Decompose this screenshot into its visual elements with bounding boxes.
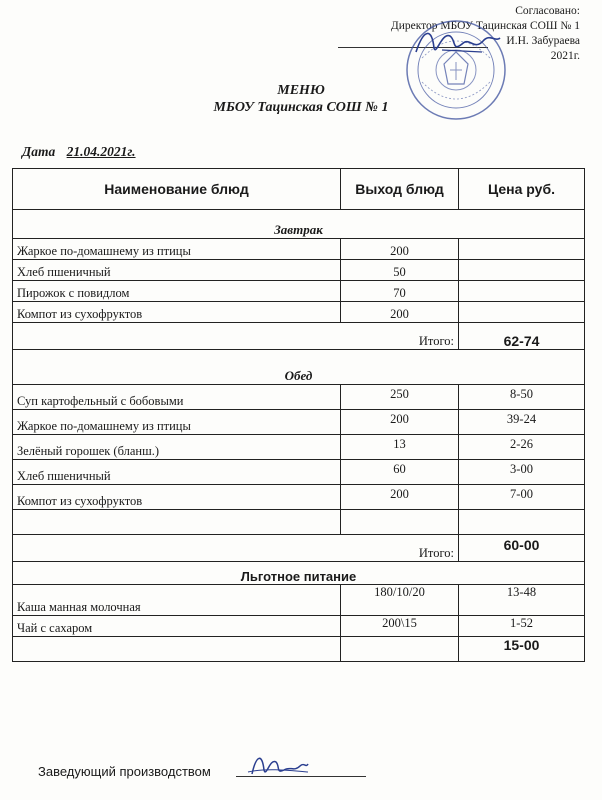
- dish-price: [459, 281, 585, 302]
- dish-name: Компот из сухофруктов: [13, 485, 341, 510]
- dish-price: 3-00: [459, 460, 585, 485]
- school-name: МБОУ Тацинская СОШ № 1: [213, 100, 389, 115]
- breakfast-total-value: 62-74: [459, 323, 585, 350]
- lunch-section-row: [13, 350, 585, 385]
- date-label: Дата: [22, 144, 56, 159]
- dish-name: Жаркое по-домашнему из птицы: [13, 410, 341, 435]
- preferential-title: Льготное питание: [13, 562, 585, 585]
- dish-output: 200: [341, 239, 459, 260]
- table-row: [13, 585, 585, 616]
- lunch-title: Обед: [13, 350, 585, 385]
- title-block: [0, 82, 602, 116]
- breakfast-total-label: Итого:: [13, 323, 459, 350]
- menu-title: МЕНЮ: [277, 83, 325, 98]
- date-line: [22, 144, 136, 160]
- header-price: Цена руб.: [459, 169, 585, 210]
- dish-price: 39-24: [459, 410, 585, 435]
- table-row: [13, 460, 585, 485]
- dish-output: 60: [341, 460, 459, 485]
- dish-name: Чай с сахаром: [13, 616, 341, 637]
- dish-output: 200: [341, 485, 459, 510]
- dish-output: 200: [341, 302, 459, 323]
- dish-name: Компот из сухофруктов: [13, 302, 341, 323]
- lunch-total-value: 60-00: [459, 535, 585, 562]
- table-row: [13, 616, 585, 637]
- director-signature: [412, 22, 502, 62]
- empty-row: [13, 510, 585, 535]
- dish-price: 7-00: [459, 485, 585, 510]
- header-output: Выход блюд: [341, 169, 459, 210]
- empty-cell: [13, 637, 341, 662]
- table-row: [13, 302, 585, 323]
- empty-cell: [341, 510, 459, 535]
- approval-director-name: И.Н. Забураева: [506, 35, 580, 47]
- preferential-total-value: 15-00: [459, 637, 585, 662]
- empty-cell: [341, 637, 459, 662]
- dish-price: 8-50: [459, 385, 585, 410]
- breakfast-total-row: [13, 323, 585, 350]
- breakfast-title: Завтрак: [13, 210, 585, 239]
- dish-name: Жаркое по-домашнему из птицы: [13, 239, 341, 260]
- dish-output: 250: [341, 385, 459, 410]
- dish-name: Зелёный горошек (бланш.): [13, 435, 341, 460]
- lunch-total-label: Итого:: [13, 535, 459, 562]
- approval-position: Директор МБОУ Тацинская СОШ № 1: [390, 20, 580, 32]
- header-dish-name: Наименование блюд: [13, 169, 341, 210]
- date-value: 21.04.2021г.: [66, 144, 136, 159]
- dish-output: 13: [341, 435, 459, 460]
- dish-price: [459, 260, 585, 281]
- dish-price: 2-26: [459, 435, 585, 460]
- footer-label: Заведующий производством: [38, 764, 211, 779]
- dish-name: Каша манная молочная: [13, 585, 341, 616]
- dish-price: [459, 239, 585, 260]
- approval-year: 2021г.: [550, 50, 580, 62]
- dish-output: 70: [341, 281, 459, 302]
- dish-output: 200\15: [341, 616, 459, 637]
- dish-name: Суп картофельный с бобовыми: [13, 385, 341, 410]
- table-header-row: [13, 169, 585, 210]
- dish-output: 50: [341, 260, 459, 281]
- dish-name: Хлеб пшеничный: [13, 460, 341, 485]
- footer-sign-line: [236, 776, 366, 777]
- empty-cell: [459, 510, 585, 535]
- table-row: [13, 385, 585, 410]
- table-row: [13, 435, 585, 460]
- dish-output: 180/10/20: [341, 585, 459, 616]
- dish-price: [459, 302, 585, 323]
- dish-price: 1-52: [459, 616, 585, 637]
- preferential-total-row: [13, 637, 585, 662]
- preferential-section-row: [13, 562, 585, 585]
- dish-name: Пирожок с повидлом: [13, 281, 341, 302]
- table-row: [13, 239, 585, 260]
- table-row: [13, 410, 585, 435]
- dish-output: 200: [341, 410, 459, 435]
- table-row: [13, 281, 585, 302]
- dish-price: 13-48: [459, 585, 585, 616]
- breakfast-section-row: [13, 210, 585, 239]
- approval-heading: Согласовано:: [515, 5, 580, 17]
- dish-name: Хлеб пшеничный: [13, 260, 341, 281]
- table-row: [13, 260, 585, 281]
- menu-table: [12, 168, 585, 662]
- table-row: [13, 485, 585, 510]
- empty-cell: [13, 510, 341, 535]
- lunch-total-row: [13, 535, 585, 562]
